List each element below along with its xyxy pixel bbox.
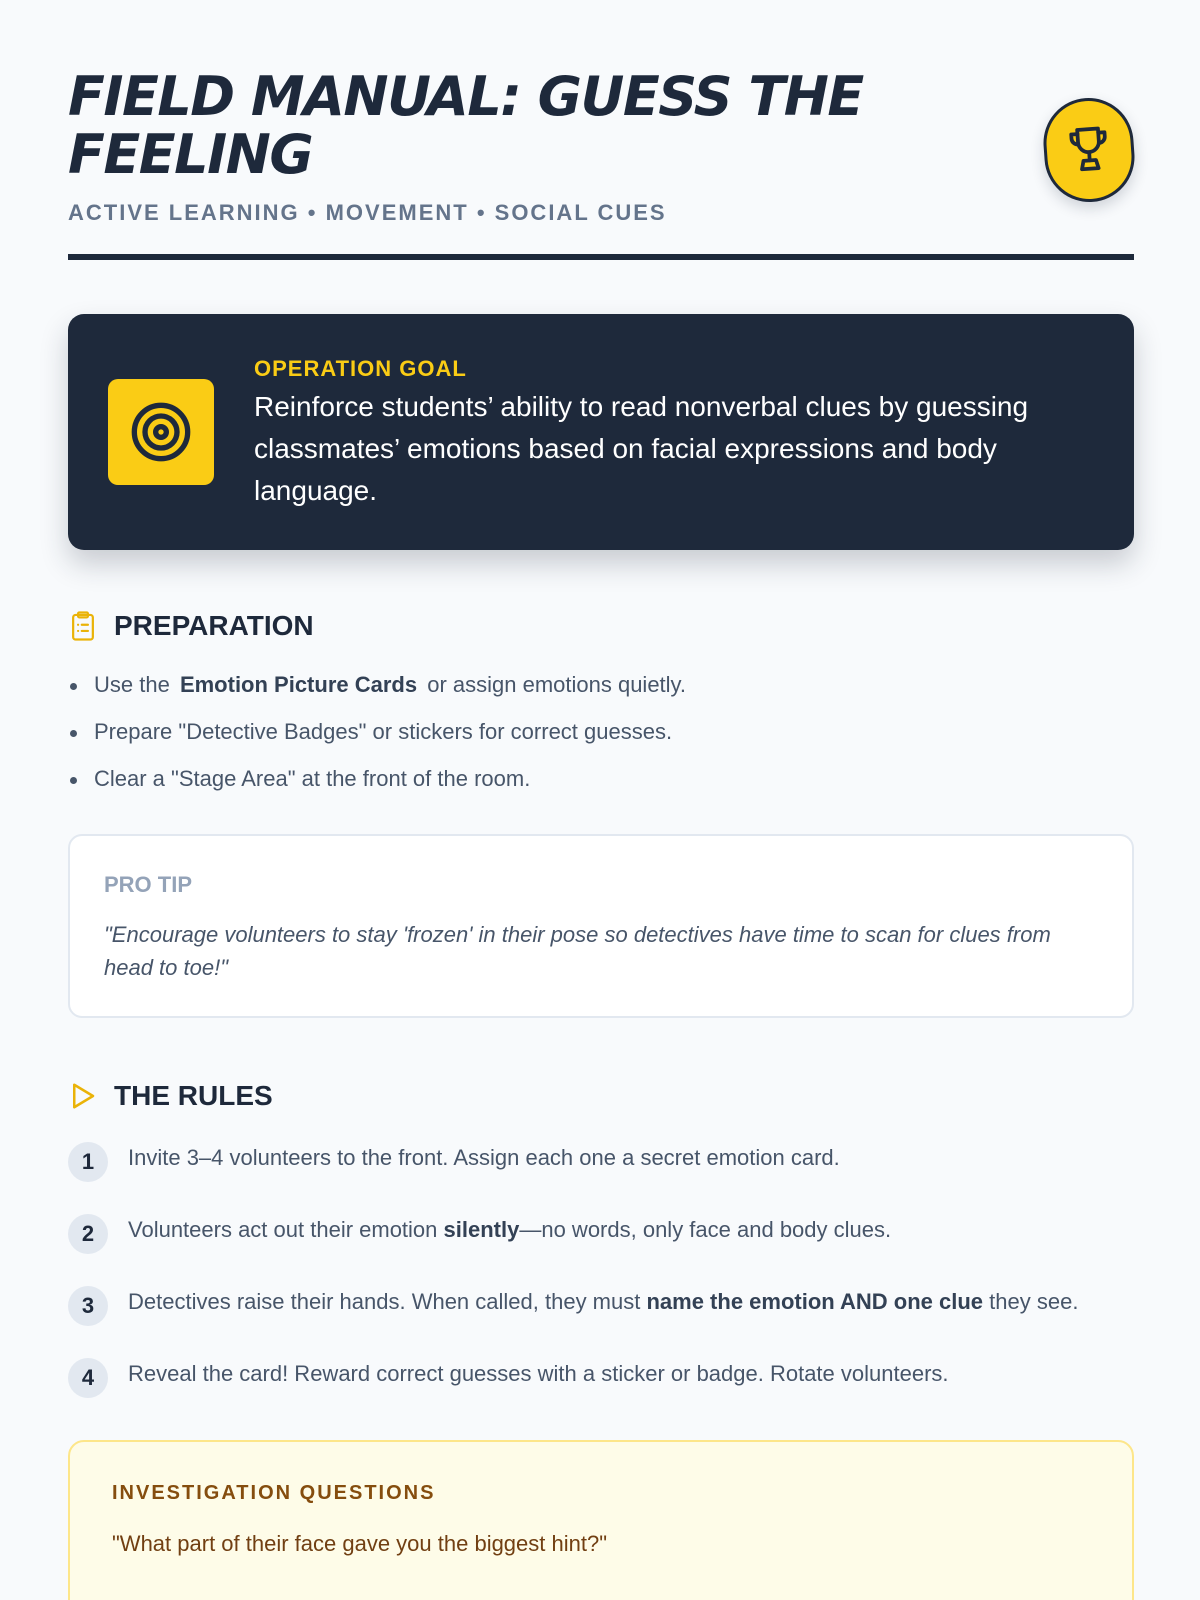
rule-text: Detectives raise their hands. When called, they must name the emotion AND one clue they see. <box>128 1289 1079 1314</box>
list-item-bold: Emotion Picture Cards <box>179 672 418 697</box>
goal-label: OPERATION GOAL <box>254 356 467 381</box>
page-subtitle: ACTIVE LEARNING • MOVEMENT • SOCIAL CUES <box>68 200 667 225</box>
rule-item <box>68 1212 1134 1254</box>
investigation-label: INVESTIGATION QUESTIONS <box>112 1482 436 1504</box>
page-title: FIELD MANUAL: GUESS THE FEELING <box>68 65 863 186</box>
target-icon <box>129 400 193 464</box>
list-item-text: or assign emotions quietly. <box>421 672 687 697</box>
rule-number: 1 <box>68 1142 108 1182</box>
header <box>68 0 1134 260</box>
pro-tip-label: PRO TIP <box>104 872 193 897</box>
investigation-questions-card <box>68 1440 1134 1600</box>
play-icon <box>68 1081 98 1111</box>
rules-title: THE RULES <box>114 1080 273 1111</box>
header-divider <box>68 254 1134 260</box>
rule-number: 2 <box>68 1214 108 1254</box>
rules-heading <box>68 1080 1134 1112</box>
investigation-question: "What part of their face gave you the biggest hint?" <box>112 1531 608 1556</box>
list-item: Clear a "Stage Area" at the front of the room. <box>68 764 1134 794</box>
preparation-list <box>68 670 1134 794</box>
rule-item <box>68 1356 1134 1398</box>
rule-text: Invite 3–4 volunteers to the front. Assign each one a secret emotion card. <box>128 1145 840 1170</box>
goal-body: Reinforce students’ ability to read nonverbal clues by guessing classmates’ emotions based on facial expressions and body language. <box>254 391 1029 506</box>
preparation-heading <box>68 610 1134 642</box>
goal-icon-tile <box>108 379 214 485</box>
rule-item <box>68 1284 1134 1326</box>
rule-text: Volunteers act out their emotion silently—no words, only face and body clues. <box>128 1217 892 1242</box>
preparation-title: PREPARATION <box>114 610 314 641</box>
rules-list <box>68 1140 1134 1398</box>
goal-text <box>254 356 1074 512</box>
field-manual-page <box>68 0 1134 1600</box>
rule-number: 4 <box>68 1358 108 1398</box>
list-item: Prepare "Detective Badges" or stickers for correct guesses. <box>68 717 1134 747</box>
rule-number: 3 <box>68 1286 108 1326</box>
trophy-icon <box>1062 120 1116 179</box>
rule-item <box>68 1140 1134 1182</box>
trophy-badge <box>1040 95 1137 205</box>
list-item <box>68 670 1134 700</box>
pro-tip-card <box>68 834 1134 1018</box>
clipboard-icon <box>68 610 98 642</box>
list-item-text: Use the <box>94 672 176 697</box>
operation-goal-card <box>68 314 1134 550</box>
rule-text: Reveal the card! Reward correct guesses with a sticker or badge. Rotate volunteers. <box>128 1361 949 1386</box>
pro-tip-body: "Encourage volunteers to stay 'frozen' in their pose so detectives have time to scan for clues from head to toe!" <box>104 922 1051 980</box>
